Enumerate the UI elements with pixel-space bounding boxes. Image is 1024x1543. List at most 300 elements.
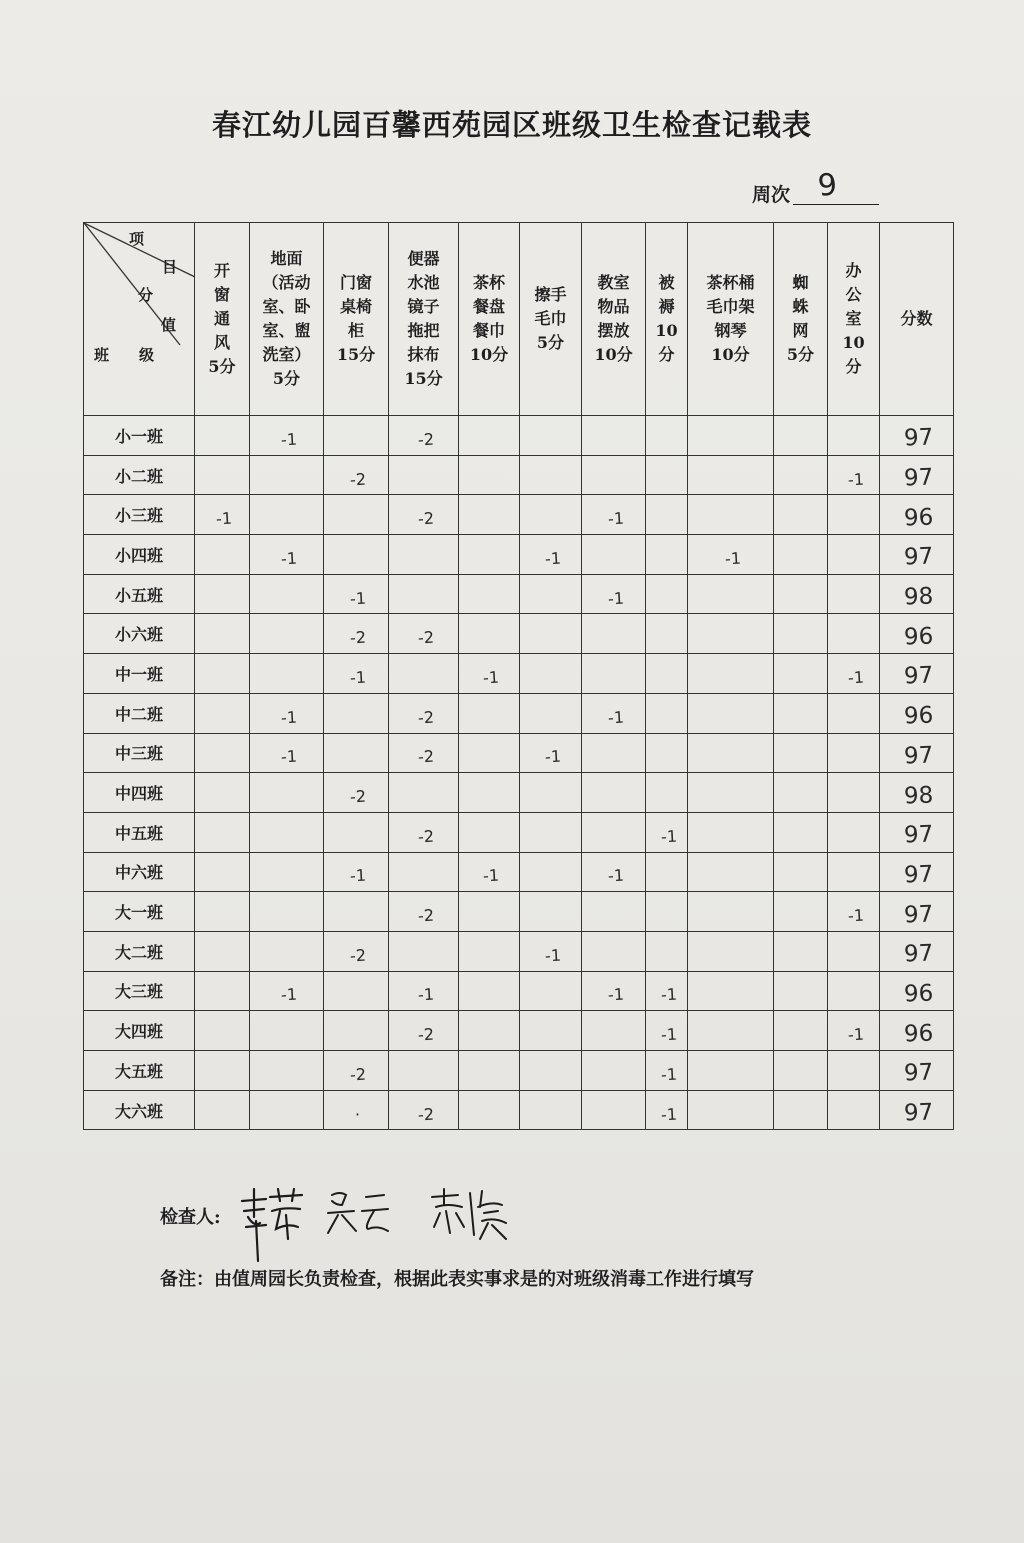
deduction-cell <box>389 416 459 456</box>
deduction-cell <box>389 455 459 495</box>
table-row <box>84 455 954 495</box>
deduction-cell <box>195 971 250 1011</box>
deduction-cell <box>195 931 250 971</box>
deduction-cell <box>646 773 688 813</box>
deduction-cell <box>582 812 646 852</box>
deduction-cell <box>774 416 828 456</box>
deduction-cell <box>250 574 324 614</box>
class-name-cell: 大四班 <box>84 1011 195 1051</box>
deduction-cell <box>646 892 688 932</box>
deduction-cell <box>646 812 688 852</box>
deduction-cell <box>774 574 828 614</box>
deduction-mark: -1 <box>349 667 367 688</box>
class-name-cell: 大一班 <box>84 892 195 932</box>
deduction-cell <box>459 892 520 932</box>
table-row <box>84 495 954 535</box>
deduction-cell <box>688 971 774 1011</box>
deduction-cell <box>774 693 828 733</box>
deduction-cell <box>324 416 389 456</box>
score-cell <box>880 1051 954 1091</box>
score-value: 96 <box>903 702 934 730</box>
class-name-cell: 中一班 <box>84 654 195 694</box>
deduction-cell <box>688 1051 774 1091</box>
deduction-cell <box>828 654 880 694</box>
deduction-cell <box>774 614 828 654</box>
deduction-cell <box>646 416 688 456</box>
score-cell <box>880 773 954 813</box>
deduction-cell <box>195 654 250 694</box>
deduction-mark: -2 <box>417 508 434 529</box>
class-name-cell: 小一班 <box>84 416 195 456</box>
deduction-cell <box>828 773 880 813</box>
deduction-cell <box>828 1090 880 1130</box>
deduction-mark: -2 <box>349 1064 367 1085</box>
deduction-cell <box>520 455 582 495</box>
signature-wu-yun <box>328 1193 388 1233</box>
deduction-cell <box>250 1011 324 1051</box>
table-body <box>84 416 954 1130</box>
class-name-cell: 大五班 <box>84 1051 195 1091</box>
deduction-cell <box>688 455 774 495</box>
deduction-mark: -2 <box>417 905 434 926</box>
deduction-cell <box>688 574 774 614</box>
deduction-mark: -1 <box>544 548 561 569</box>
deduction-cell <box>250 1051 324 1091</box>
deduction-mark: -1 <box>660 1024 677 1045</box>
deduction-cell <box>828 812 880 852</box>
deduction-cell <box>582 773 646 813</box>
table-row <box>84 1090 954 1130</box>
deduction-cell <box>195 495 250 535</box>
deduction-cell <box>250 812 324 852</box>
deduction-cell <box>250 535 324 575</box>
deduction-cell <box>688 495 774 535</box>
table-row <box>84 1011 954 1051</box>
deduction-cell <box>646 495 688 535</box>
deduction-mark: -2 <box>349 945 367 966</box>
corner-class-label-2: 级 <box>139 346 155 364</box>
deduction-cell <box>389 535 459 575</box>
remark-note: 备注：由值周园长负责检查，根据此表实事求是的对班级消毒工作进行填写 <box>160 1269 754 1290</box>
deduction-cell <box>195 574 250 614</box>
deduction-cell <box>520 892 582 932</box>
deduction-cell <box>774 733 828 773</box>
table-row <box>84 535 954 575</box>
score-cell <box>880 892 954 932</box>
deduction-cell <box>250 495 324 535</box>
deduction-mark: -2 <box>417 746 434 767</box>
deduction-cell <box>828 1051 880 1091</box>
deduction-cell <box>646 733 688 773</box>
deduction-cell <box>324 693 389 733</box>
deduction-cell <box>389 1011 459 1051</box>
deduction-cell <box>688 931 774 971</box>
deduction-cell <box>250 931 324 971</box>
deduction-cell <box>646 574 688 614</box>
deduction-cell <box>324 654 389 694</box>
score-cell <box>880 614 954 654</box>
deduction-cell <box>520 535 582 575</box>
deduction-cell <box>459 574 520 614</box>
deduction-cell <box>389 733 459 773</box>
col-header-office: 办 公 室 10 分 <box>828 223 880 416</box>
corner-item-label-2: 目 <box>162 258 178 276</box>
deduction-mark: -1 <box>607 588 624 608</box>
deduction-cell <box>774 971 828 1011</box>
col-header-floor: 地面 （活动 室、卧 室、盥 洗室） 5分 <box>250 223 324 416</box>
score-value: 97 <box>903 861 934 889</box>
deduction-cell <box>324 931 389 971</box>
deduction-mark: -2 <box>417 627 434 648</box>
deduction-cell <box>646 614 688 654</box>
score-value: 97 <box>903 464 934 492</box>
deduction-mark: -1 <box>660 985 677 1005</box>
deduction-cell <box>582 733 646 773</box>
deduction-cell <box>520 654 582 694</box>
corner-score-label-2: 值 <box>161 316 177 334</box>
deduction-cell <box>324 773 389 813</box>
score-value: 96 <box>903 504 934 532</box>
deduction-cell <box>195 535 250 575</box>
class-name-cell: 小二班 <box>84 455 195 495</box>
signature-han-ping <box>242 1189 302 1261</box>
deduction-cell <box>195 773 250 813</box>
class-name-cell: 小三班 <box>84 495 195 535</box>
deduction-cell <box>195 455 250 495</box>
deduction-mark: -1 <box>215 508 233 529</box>
deduction-cell <box>774 892 828 932</box>
deduction-cell <box>195 693 250 733</box>
deduction-cell <box>459 1011 520 1051</box>
deduction-cell <box>828 1011 880 1051</box>
score-cell <box>880 971 954 1011</box>
deduction-cell <box>646 1051 688 1091</box>
deduction-cell <box>582 614 646 654</box>
score-value: 97 <box>903 742 934 770</box>
deduction-cell <box>459 1090 520 1130</box>
table-row <box>84 931 954 971</box>
deduction-cell <box>195 1011 250 1051</box>
deduction-cell <box>389 852 459 892</box>
deduction-cell <box>828 693 880 733</box>
score-cell <box>880 495 954 535</box>
score-cell <box>880 1011 954 1051</box>
deduction-cell <box>688 733 774 773</box>
deduction-cell <box>582 535 646 575</box>
deduction-mark: -1 <box>660 1104 677 1124</box>
deduction-cell <box>195 1051 250 1091</box>
signature-cai-lan <box>432 1189 506 1239</box>
col-header-toilet-sink: 便器 水池 镜子 拖把 抹布 15分 <box>389 223 459 416</box>
deduction-cell <box>774 773 828 813</box>
deduction-cell <box>774 931 828 971</box>
deduction-cell <box>582 1090 646 1130</box>
deduction-cell <box>828 495 880 535</box>
table-row <box>84 693 954 733</box>
table-row <box>84 416 954 456</box>
deduction-cell <box>459 852 520 892</box>
deduction-cell <box>459 416 520 456</box>
deduction-cell <box>459 971 520 1011</box>
deduction-mark: -2 <box>417 429 434 450</box>
deduction-cell <box>582 852 646 892</box>
deduction-cell <box>582 1051 646 1091</box>
score-cell <box>880 852 954 892</box>
col-header-bedding: 被 褥 10 分 <box>646 223 688 416</box>
deduction-cell <box>582 455 646 495</box>
deduction-cell <box>582 931 646 971</box>
deduction-mark: -1 <box>660 826 677 847</box>
deduction-cell <box>459 495 520 535</box>
deduction-cell <box>582 971 646 1011</box>
table-row <box>84 733 954 773</box>
deduction-cell <box>520 773 582 813</box>
deduction-cell <box>459 812 520 852</box>
deduction-cell <box>250 416 324 456</box>
deduction-cell <box>646 455 688 495</box>
deduction-cell <box>582 693 646 733</box>
deduction-mark: -1 <box>544 945 561 966</box>
deduction-cell <box>646 1011 688 1051</box>
score-value: 96 <box>903 623 934 651</box>
deduction-cell <box>195 812 250 852</box>
col-header-ventilation: 开 窗 通 风 5分 <box>195 223 250 416</box>
deduction-cell <box>389 574 459 614</box>
corner-header-cell <box>84 223 195 416</box>
deduction-cell <box>828 971 880 1011</box>
deduction-cell <box>828 931 880 971</box>
deduction-cell <box>520 495 582 535</box>
score-cell <box>880 416 954 456</box>
deduction-cell <box>459 455 520 495</box>
deduction-mark: -2 <box>349 469 367 489</box>
deduction-mark: -1 <box>607 508 624 529</box>
deduction-cell <box>774 654 828 694</box>
deduction-cell <box>250 892 324 932</box>
deduction-cell <box>582 495 646 535</box>
table-row <box>84 654 954 694</box>
deduction-mark: -1 <box>482 667 500 688</box>
deduction-mark: -2 <box>349 786 367 807</box>
deduction-mark: -1 <box>847 905 864 926</box>
score-value: 98 <box>903 583 934 611</box>
deduction-mark: -2 <box>417 1024 434 1045</box>
deduction-mark: -1 <box>847 469 864 489</box>
week-underline <box>793 204 879 205</box>
deduction-cell <box>646 971 688 1011</box>
corner-class-label: 班 <box>94 346 110 364</box>
deduction-mark: -2 <box>349 627 367 648</box>
deduction-cell <box>324 535 389 575</box>
inspectors-label: 检查人: <box>160 1207 221 1228</box>
deduction-cell <box>195 733 250 773</box>
deduction-cell <box>582 574 646 614</box>
deduction-cell <box>828 416 880 456</box>
deduction-cell <box>389 892 459 932</box>
score-cell <box>880 931 954 971</box>
deduction-cell <box>646 654 688 694</box>
deduction-cell <box>250 773 324 813</box>
deduction-cell <box>520 852 582 892</box>
deduction-mark: -2 <box>417 1104 434 1124</box>
deduction-cell <box>389 971 459 1011</box>
deduction-cell <box>520 614 582 654</box>
table-header-row <box>84 223 954 416</box>
deduction-cell <box>828 892 880 932</box>
class-name-cell: 大二班 <box>84 931 195 971</box>
deduction-cell <box>324 1011 389 1051</box>
deduction-cell <box>250 614 324 654</box>
deduction-mark: · <box>354 1104 362 1124</box>
deduction-cell <box>459 773 520 813</box>
deduction-cell <box>520 1051 582 1091</box>
deduction-cell <box>646 693 688 733</box>
deduction-cell <box>688 614 774 654</box>
deduction-cell <box>195 852 250 892</box>
deduction-cell <box>459 693 520 733</box>
deduction-mark: -2 <box>417 707 434 728</box>
deduction-cell <box>520 1090 582 1130</box>
deduction-cell <box>774 455 828 495</box>
deduction-mark: -1 <box>847 667 864 688</box>
deduction-cell <box>250 654 324 694</box>
deduction-mark: -1 <box>417 985 434 1005</box>
deduction-mark: -1 <box>607 707 624 728</box>
col-header-cups-plates: 茶杯 餐盘 餐巾 10分 <box>459 223 520 416</box>
score-cell <box>880 455 954 495</box>
deduction-cell <box>389 812 459 852</box>
score-value: 96 <box>903 980 934 1008</box>
table-row <box>84 773 954 813</box>
score-value: 97 <box>903 662 934 690</box>
deduction-cell <box>582 892 646 932</box>
class-name-cell: 中三班 <box>84 733 195 773</box>
deduction-cell <box>688 693 774 733</box>
deduction-cell <box>688 654 774 694</box>
score-cell <box>880 574 954 614</box>
deduction-mark: -1 <box>349 866 367 886</box>
deduction-cell <box>389 1051 459 1091</box>
deduction-cell <box>459 535 520 575</box>
deduction-cell <box>688 1011 774 1051</box>
deduction-cell <box>774 495 828 535</box>
deduction-cell <box>646 1090 688 1130</box>
deduction-cell <box>774 535 828 575</box>
deduction-cell <box>389 931 459 971</box>
deduction-mark: -1 <box>660 1064 677 1085</box>
deduction-cell <box>250 971 324 1011</box>
score-value: 97 <box>903 940 934 968</box>
col-header-classroom-items: 教室 物品 摆放 10分 <box>582 223 646 416</box>
deduction-cell <box>688 1090 774 1130</box>
deduction-cell <box>389 1090 459 1130</box>
deduction-mark: -1 <box>847 1024 864 1045</box>
deduction-mark: -2 <box>417 826 434 847</box>
deduction-cell <box>688 812 774 852</box>
table-row <box>84 852 954 892</box>
deduction-mark: -1 <box>349 588 367 608</box>
score-value: 98 <box>903 782 934 810</box>
deduction-cell <box>582 416 646 456</box>
score-cell <box>880 535 954 575</box>
deduction-cell <box>520 1011 582 1051</box>
class-name-cell: 中四班 <box>84 773 195 813</box>
table-row <box>84 812 954 852</box>
deduction-mark: -1 <box>280 707 297 728</box>
deduction-cell <box>828 455 880 495</box>
col-header-cup-bucket-piano: 茶杯桶 毛巾架 钢琴 10分 <box>688 223 774 416</box>
deduction-cell <box>324 971 389 1011</box>
deduction-cell <box>250 693 324 733</box>
score-value: 96 <box>903 1020 934 1048</box>
deduction-cell <box>389 773 459 813</box>
deduction-cell <box>389 614 459 654</box>
deduction-cell <box>195 892 250 932</box>
deduction-cell <box>459 614 520 654</box>
deduction-cell <box>324 892 389 932</box>
deduction-cell <box>250 455 324 495</box>
deduction-cell <box>195 416 250 456</box>
table-row <box>84 1051 954 1091</box>
deduction-cell <box>520 971 582 1011</box>
deduction-cell <box>459 931 520 971</box>
deduction-cell <box>250 852 324 892</box>
col-header-hand-towel: 擦手 毛巾 5分 <box>520 223 582 416</box>
deduction-cell <box>324 455 389 495</box>
deduction-cell <box>389 654 459 694</box>
deduction-cell <box>324 495 389 535</box>
form-title: 春江幼儿园百馨西苑园区班级卫生检查记载表 <box>211 108 812 142</box>
col-header-doors-windows: 门窗 桌椅 柜 15分 <box>324 223 389 416</box>
deduction-mark: -1 <box>280 746 297 767</box>
deduction-cell <box>646 931 688 971</box>
deduction-mark: -1 <box>280 548 297 569</box>
deduction-mark: -1 <box>607 985 624 1005</box>
deduction-cell <box>195 1090 250 1130</box>
class-name-cell: 小四班 <box>84 535 195 575</box>
deduction-cell <box>389 495 459 535</box>
deduction-cell <box>459 1051 520 1091</box>
deduction-cell <box>688 852 774 892</box>
col-header-score: 分数 <box>880 223 954 416</box>
deduction-cell <box>459 733 520 773</box>
inspection-table <box>83 222 954 1130</box>
deduction-mark: -1 <box>482 866 500 886</box>
deduction-cell <box>828 574 880 614</box>
class-name-cell: 大三班 <box>84 971 195 1011</box>
corner-score-label: 分 <box>138 286 154 304</box>
deduction-cell <box>774 1011 828 1051</box>
deduction-cell <box>774 812 828 852</box>
deduction-cell <box>774 1090 828 1130</box>
deduction-cell <box>250 1090 324 1130</box>
score-value: 97 <box>903 821 934 849</box>
score-value: 97 <box>903 1099 934 1127</box>
deduction-cell <box>520 693 582 733</box>
class-name-cell: 中六班 <box>84 852 195 892</box>
deduction-cell <box>828 535 880 575</box>
week-label: 周次 <box>752 184 791 206</box>
deduction-mark: -1 <box>544 746 561 767</box>
deduction-mark: -1 <box>280 985 297 1005</box>
deduction-cell <box>520 931 582 971</box>
deduction-cell <box>195 614 250 654</box>
deduction-cell <box>828 733 880 773</box>
deduction-cell <box>828 614 880 654</box>
deduction-cell <box>646 535 688 575</box>
score-value: 97 <box>903 424 934 452</box>
score-cell <box>880 693 954 733</box>
